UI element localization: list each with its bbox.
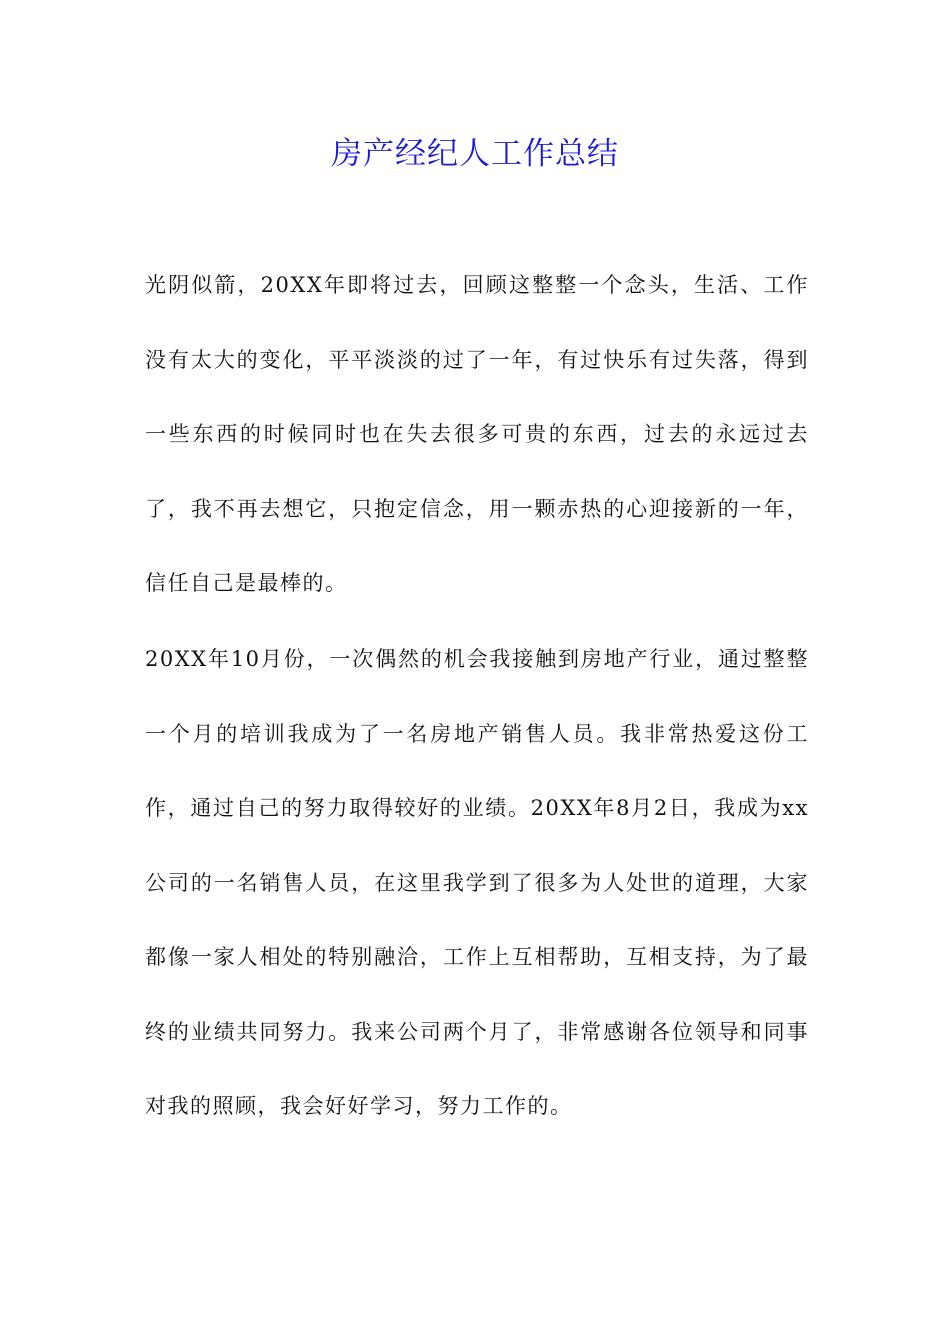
document-title: 房产经纪人工作总结	[331, 136, 619, 172]
paragraph-1: 光阴似箭，20XX年即将过去，回顾这整整一个念头，生活、工作没有太大的变化，平平淡淡的过了一年，有过快乐有过失落，得到一些东西的时候同时也在失去很多可贵的东西，过去的永远过去了，我不再去想它，只抱定信念，用一颗赤热的心迎接新的一年，信任自己是最棒的。	[145, 273, 809, 595]
paragraph-2: 20XX年10月份，一次偶然的机会我接触到房地产行业，通过整整一个月的培训我成为了一名房地产销售人员。我非常热爱这份工作，通过自己的努力取得较好的业绩。20XX年8月2日，我成为xx公司的一名销售人员，在这里我学到了很多为人处世的道理，大家都像一家人相处的特别融洽，工作上互相帮助，互相支持，为了最终的业绩共同努力。我来公司两个月了，非常感谢各位领导和同事对我的照顾，我会好好学习，努力工作的。	[145, 647, 809, 1118]
